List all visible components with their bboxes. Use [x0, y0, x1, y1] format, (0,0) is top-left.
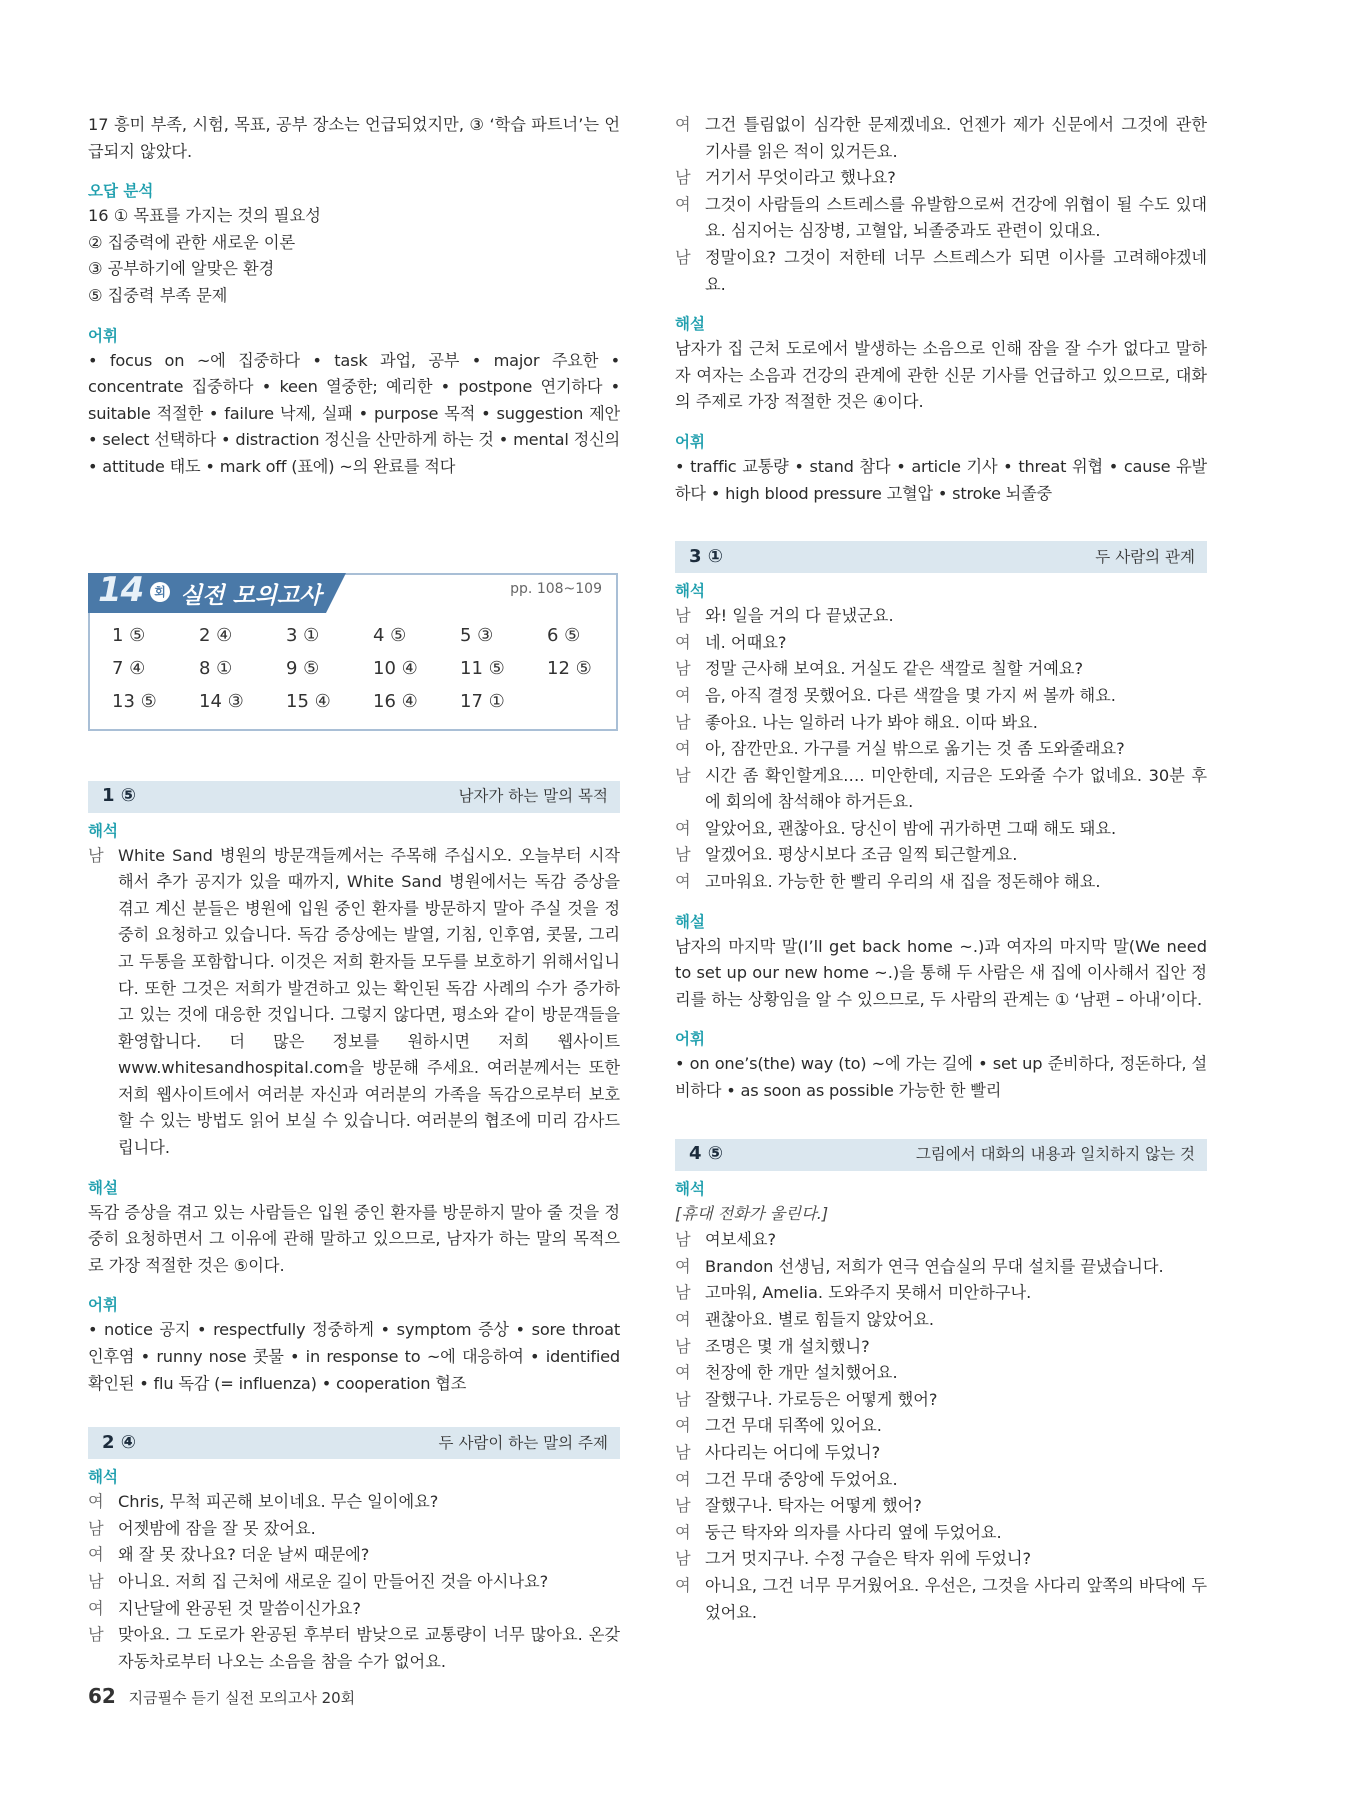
question-header	[675, 1139, 1207, 1171]
speaker-label: 남	[88, 1625, 104, 1645]
question-header	[88, 1427, 620, 1459]
dialogue-line	[675, 736, 1207, 763]
line-text: 거기서 무엇이라고 했나요?	[705, 168, 896, 188]
dialogue-line	[88, 1596, 620, 1623]
dialogue-line	[675, 1360, 1207, 1387]
dialogue-line	[88, 843, 620, 1162]
answer-item: 5 ③	[460, 625, 494, 646]
dialogue-line	[675, 1227, 1207, 1254]
speaker-label: 남	[675, 168, 691, 188]
stage-direction: [휴대 전화가 울린다.]	[675, 1203, 829, 1223]
dialogue-line	[675, 245, 1207, 298]
answer-item: 10 ④	[373, 658, 418, 679]
speaker-label: 여	[675, 739, 691, 759]
answer-key-box	[88, 570, 618, 731]
speaker-label: 남	[88, 1518, 104, 1538]
vocab-heading: 어휘	[675, 1030, 705, 1049]
vocab-list: • focus on ~에 집중하다 • task 과업, 공부 • major 주요한 • concentrate 집중하다 • keen 열중한; 예리한 • postpone 연기하다 • suitable 적절한 • failure 낙제, 실패 • purpose 목적 • suggestion 제안 • select 선택하다 • distraction 정신을 산만하게 하는 것 • mental 정신의 • attitude 태도 • mark off (표에) ~의 완료를 적다	[88, 350, 620, 476]
dialogue-line	[675, 683, 1207, 710]
wrong-item: 16 ① 목표를 가지는 것의 필요성	[88, 206, 321, 226]
dialogue-line	[675, 1546, 1207, 1573]
dialogue-line	[675, 1387, 1207, 1414]
speaker-label: 남	[88, 845, 104, 865]
line-text: 아니요. 저희 집 근처에 새로운 길이 만들어진 것을 아시나요?	[118, 1572, 549, 1591]
answer-item: 3 ①	[286, 625, 320, 646]
dialogue-line	[88, 1542, 620, 1569]
line-text: 어젯밤에 잠을 잘 못 잤어요.	[118, 1518, 316, 1538]
speaker-label: 여	[675, 632, 691, 652]
vocab-list: • traffic 교통량 • stand 참다 • article 기사 • threat 위협 • cause 유발하다 • high blood pressure 고혈압 • stroke 뇌졸중	[675, 456, 1207, 503]
vocab-list: • notice 공지 • respectfully 정중하게 • symptom 증상 • sore throat 인후염 • runny nose 콧물 • in response to ~에 대응하여 • identified 확인된 • flu 독감 (= influenza) • cooperation 협조	[88, 1320, 620, 1393]
wrong-item: ⑤ 집중력 부족 문제	[88, 285, 228, 305]
answer-item: 16 ④	[373, 691, 418, 712]
speaker-label: 여	[675, 1256, 691, 1276]
dialogue-line	[88, 1622, 620, 1675]
question-type: 두 사람이 하는 말의 주제	[438, 1433, 608, 1452]
line-text: 고마워, Amelia. 도와주지 못해서 미안하구나.	[705, 1283, 1032, 1303]
speaker-label: 남	[675, 1389, 691, 1409]
dialogue-line	[675, 656, 1207, 683]
speaker-label: 남	[675, 659, 691, 679]
line-text: 음, 아직 결정 못했어요. 다른 색깔을 몇 가지 써 볼까 해요.	[705, 685, 1116, 705]
vocab-heading: 어휘	[88, 1296, 118, 1315]
dialogue-line	[675, 192, 1207, 245]
answer-item: 11 ⑤	[460, 658, 505, 679]
dialogue-line	[675, 1254, 1207, 1281]
dialogue-line	[88, 1569, 620, 1596]
speaker-label: 여	[675, 194, 691, 214]
speaker-label: 여	[675, 1310, 691, 1329]
explanation-heading: 해설	[675, 315, 705, 334]
explanation-text: 남자의 마지막 말(I’ll get back home ~.)과 여자의 마지막 말(We need to set up our new home ~.)을 통해 두 사람은 새 집에 이사해서 집안 정리를 하는 상황임을 알 수 있으므로, 두 사람의 관계는 ① ‘남편 – 아내’이다.	[675, 936, 1207, 1009]
line-text: 그건 무대 뒤쪽에 있어요.	[705, 1416, 882, 1436]
dialogue-line	[675, 1334, 1207, 1361]
dialogue-line	[675, 1280, 1207, 1307]
dialogue-line	[675, 603, 1207, 630]
answer-grid	[90, 625, 616, 724]
line-text: 정말 근사해 보여요. 거실도 같은 색깔로 칠할 거예요?	[705, 659, 1084, 679]
answer-item: 17 ①	[460, 691, 505, 712]
explanation-text: 독감 증상을 겪고 있는 사람들은 입원 중인 환자를 방문하지 말아 줄 것을 정중히 요청하면서 그 이유에 관해 말하고 있으므로, 남자가 하는 말의 목적으로 가장 적절한 것은 ⑤이다.	[88, 1202, 620, 1275]
speaker-label: 여	[675, 1522, 691, 1542]
line-text: 둥근 탁자와 의자를 사다리 옆에 두었어요.	[705, 1522, 1002, 1542]
line-text: 지난달에 완공된 것 말씀이신가요?	[118, 1598, 361, 1618]
explanation-heading: 해설	[675, 912, 705, 931]
dialogue-line	[675, 630, 1207, 657]
dialogue-line	[675, 1440, 1207, 1467]
dialogue-line	[675, 112, 1207, 165]
dialogue-line	[675, 1520, 1207, 1547]
book-title: 지금필수 듣기 실전 모의고사 20회	[128, 1689, 356, 1707]
script-heading: 해석	[675, 1179, 705, 1198]
answer-item: 6 ⑤	[547, 625, 581, 646]
speaker-label: 여	[675, 818, 691, 838]
right-column	[675, 112, 1207, 1626]
script-heading: 해석	[675, 582, 705, 601]
line-text: 좋아요. 나는 일하러 나가 봐야 해요. 이따 봐요.	[705, 712, 1038, 732]
speaker-label: 남	[675, 1336, 691, 1356]
answer-item: 13 ⑤	[112, 691, 157, 712]
dialogue-line	[88, 1489, 620, 1516]
vocab-list: • on one’s(the) way (to) ~에 가는 길에 • set up 준비하다, 정돈하다, 설비하다 • as soon as possible 가능한 한 빨리	[675, 1054, 1207, 1101]
page-range: pp. 108~109	[510, 581, 602, 597]
question-type: 남자가 하는 말의 목적	[458, 787, 608, 806]
test-number: 14	[98, 570, 144, 610]
line-text: 잘했구나. 탁자는 어떻게 했어?	[705, 1496, 922, 1516]
left-column	[88, 112, 620, 1675]
speaker-label: 남	[675, 845, 691, 865]
dialogue-line	[88, 1516, 620, 1543]
speaker-label: 남	[675, 765, 691, 785]
dialogue-line	[675, 165, 1207, 192]
speaker-label: 남	[88, 1572, 104, 1591]
speaker-label: 남	[675, 1549, 691, 1569]
line-text: Chris, 무척 피곤해 보이네요. 무슨 일이에요?	[118, 1492, 439, 1512]
page-footer	[88, 1684, 355, 1708]
answer-item: 2 ④	[199, 625, 233, 646]
wrong-item: ② 집중력에 관한 새로운 이론	[88, 232, 296, 252]
answer-item: 1 ⑤	[112, 625, 146, 646]
answer-item: 15 ④	[286, 691, 331, 712]
question-header	[88, 781, 620, 813]
line-text: 왜 잘 못 잤나요? 더운 날씨 때문에?	[118, 1545, 370, 1565]
answer-item: 7 ④	[112, 658, 146, 679]
line-text: 그거 멋지구나. 수정 구슬은 탁자 위에 두었니?	[705, 1549, 1032, 1569]
dialogue-line	[675, 1307, 1207, 1334]
speaker-label: 남	[675, 247, 691, 267]
line-text: 그것이 사람들의 스트레스를 유발함으로써 건강에 위협이 될 수도 있대요. 심지어는 심장병, 고혈압, 뇌졸중과도 관련이 있대요.	[705, 194, 1207, 241]
question-number: 1 ⑤	[102, 785, 137, 807]
speaker-label: 남	[675, 606, 691, 626]
speaker-label: 여	[675, 115, 691, 134]
explanation-text: 남자가 집 근처 도로에서 발생하는 소음으로 인해 잠을 잘 수가 없다고 말하자 여자는 소음과 건강의 관계에 관한 신문 기사를 언급하고 있으므로, 대화의 주제로 가장 적절한 것은 ④이다.	[675, 339, 1207, 412]
answer-item: 14 ③	[199, 691, 244, 712]
line-text: 조명은 몇 개 설치했니?	[705, 1336, 870, 1356]
q17-explanation: 17 흥미 부족, 시험, 목표, 공부 장소는 언급되었지만, ③ ‘학습 파트너’는 언급되지 않았다.	[88, 115, 620, 161]
dialogue-line	[675, 710, 1207, 737]
test-title: 실전 모의고사	[180, 583, 322, 609]
speaker-label: 여	[88, 1545, 104, 1565]
line-text: 알겠어요. 평상시보다 조금 일찍 퇴근할게요.	[705, 845, 1018, 865]
dialogue-line	[675, 842, 1207, 869]
line-text: 맞아요. 그 도로가 완공된 후부터 밤낮으로 교통량이 너무 많아요. 온갖 자동차로부터 나오는 소음을 참을 수가 없어요.	[118, 1625, 620, 1671]
line-text: 네. 어때요?	[705, 632, 787, 652]
speaker-label: 여	[675, 1363, 691, 1383]
speaker-label: 여	[88, 1598, 104, 1618]
line-text: 정말이요? 그것이 저한테 너무 스트레스가 되면 이사를 고려해야겠네요.	[705, 247, 1207, 294]
speaker-label: 남	[675, 1230, 691, 1250]
dialogue-line	[675, 763, 1207, 816]
answer-item: 12 ⑤	[547, 658, 592, 679]
line-text: 아니요, 그건 너무 무거웠어요. 우선은, 그것을 사다리 앞쪽의 바닥에 두었어요.	[705, 1575, 1207, 1622]
speaker-label: 여	[675, 1575, 691, 1595]
answer-item: 9 ⑤	[286, 658, 320, 679]
page-number: 62	[88, 1684, 116, 1708]
answer-item: 8 ①	[199, 658, 233, 679]
script-heading: 해석	[88, 821, 118, 840]
line-text: 그건 무대 중앙에 두었어요.	[705, 1469, 898, 1489]
dialogue-line	[675, 1413, 1207, 1440]
line-text: 와! 일을 거의 다 끝냈군요.	[705, 606, 894, 626]
speaker-label: 여	[675, 872, 691, 892]
line-text: 고마워요. 가능한 한 빨리 우리의 새 집을 정돈해야 해요.	[705, 872, 1101, 892]
vocab-heading: 어휘	[675, 432, 705, 451]
vocab-heading: 어휘	[88, 326, 118, 345]
line-text: 잘했구나. 가로등은 어떻게 했어?	[705, 1389, 938, 1409]
test-round-badge: 회	[150, 582, 170, 602]
line-text: 시간 좀 확인할게요…. 미안한데, 지금은 도와줄 수가 없네요. 30분 후에 회의에 참석해야 하거든요.	[705, 765, 1207, 812]
speaker-label: 남	[675, 1283, 691, 1303]
wrong-item: ③ 공부하기에 알맞은 환경	[88, 259, 275, 279]
answer-item: 4 ⑤	[373, 625, 407, 646]
question-header	[675, 541, 1207, 573]
question-number: 3 ①	[689, 545, 724, 567]
line-text: 천장에 한 개만 설치했어요.	[705, 1363, 898, 1383]
speaker-label: 남	[675, 712, 691, 732]
dialogue-line	[675, 1493, 1207, 1520]
line-text: 아, 잠깐만요. 가구를 거실 밖으로 옮기는 것 좀 도와줄래요?	[705, 739, 1125, 759]
dialogue-line	[675, 869, 1207, 896]
line-text: 알았어요, 괜찮아요. 당신이 밤에 귀가하면 그때 해도 돼요.	[705, 818, 1117, 838]
speaker-label: 여	[675, 1469, 691, 1489]
wrong-analysis-heading: 오답 분석	[88, 182, 154, 201]
line-text: 사다리는 어디에 두었니?	[705, 1442, 881, 1462]
question-type: 두 사람의 관계	[1095, 547, 1195, 566]
dialogue-line	[675, 816, 1207, 843]
question-type: 그림에서 대화의 내용과 일치하지 않는 것	[915, 1145, 1195, 1164]
script-heading: 해석	[88, 1468, 118, 1487]
explanation-heading: 해설	[88, 1178, 118, 1197]
question-number: 2 ④	[102, 1431, 137, 1453]
speaker-label: 남	[675, 1442, 691, 1462]
line-text: 여보세요?	[705, 1230, 777, 1250]
line-text: 괜찮아요. 별로 힘들지 않았어요.	[705, 1310, 935, 1329]
speaker-label: 여	[88, 1492, 104, 1512]
dialogue-line	[675, 1573, 1207, 1626]
line-text: 그건 틀림없이 심각한 문제겠네요. 언젠가 제가 신문에서 그것에 관한 기사를 읽은 적이 있거든요.	[705, 115, 1207, 161]
dialogue-line	[675, 1467, 1207, 1494]
speaker-label: 여	[675, 685, 691, 705]
speaker-label: 남	[675, 1496, 691, 1516]
speaker-label: 여	[675, 1416, 691, 1436]
answer-key-banner	[88, 570, 346, 613]
question-number: 4 ⑤	[689, 1143, 724, 1165]
line-text: White Sand 병원의 방문객들께서는 주목해 주십시오. 오늘부터 시작해서 추가 공지가 있을 때까지, White Sand 병원에서는 독감 증상을 겪고 계신 분들은 병원에 입원 중인 환자를 방문하지 말아 주실 것을 정중히 요청하고 있습니다. 독감 증상에는 발열, 기침, 인후염, 콧물, 그리고 두통을 포함합니다. 이것은 저희 환자들 모두를 보호하기 위해서입니다. 또한 그것은 저희가 발견하고 있는 확인된 독감 사례의 수가 증가하고 있는 것에 대응한 것입니다. 그렇지 않다면, 평소와 같이 방문객들을 환영합니다. 더 많은 정보를 원하시면 저희 웹사이트 www.whitesandhospital.com을 방문해 주세요. 여러분께서는 또한 저희 웹사이트에서 여러분 자신과 여러분의 가족을 독감으로부터 보호할 수 있는 방법도 읽어 보실 수 있습니다. 여러분의 협조에 미리 감사드립니다.	[118, 845, 620, 1158]
line-text: Brandon 선생님, 저희가 연극 연습실의 무대 설치를 끝냈습니다.	[705, 1256, 1164, 1276]
